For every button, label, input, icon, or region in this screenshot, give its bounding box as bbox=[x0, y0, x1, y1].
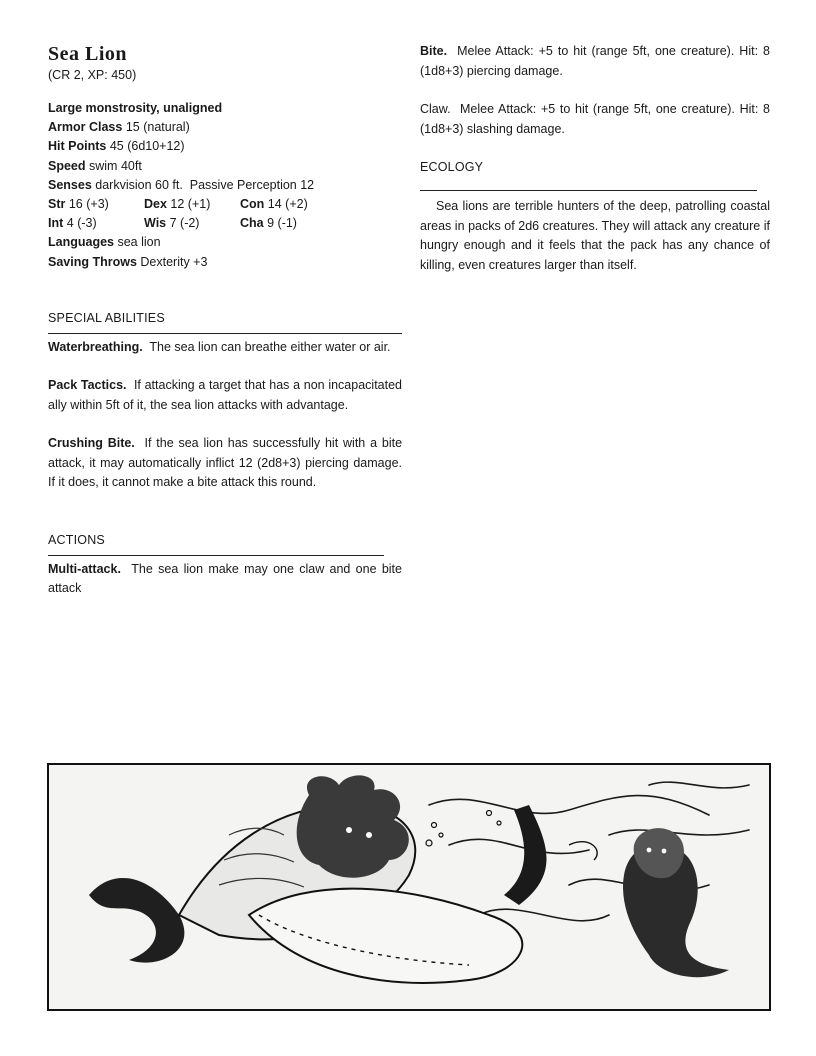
ability-cha: Cha 9 (-1) bbox=[240, 216, 297, 231]
ability-waterbreathing: Waterbreathing. The sea lion can breathe either water or air. bbox=[48, 339, 391, 354]
right-column bbox=[420, 42, 770, 275]
ability-row-2 bbox=[48, 214, 402, 233]
section-divider bbox=[420, 190, 757, 191]
challenge-rating: (CR 2, XP: 450) bbox=[48, 68, 137, 82]
ability-row-1 bbox=[48, 195, 402, 214]
languages: Languages sea lion bbox=[48, 235, 161, 250]
attack-claw: Claw. Melee Attack: +5 to hit (range 5ft, one creature). Hit: 8 (1d8+3) slashing damage. bbox=[420, 102, 770, 136]
actions-section bbox=[48, 531, 402, 599]
action-multiattack: Multi-attack. The sea lion make may one claw and one bite attack bbox=[48, 561, 402, 596]
special-abilities-section bbox=[48, 309, 402, 493]
section-heading: SPECIAL ABILITIES bbox=[48, 310, 165, 325]
attack-bite: Bite. Melee Attack: +5 to hit (range 5ft, one creature). Hit: 8 (1d8+3) piercing damage. bbox=[420, 44, 770, 78]
ecology-text: Sea lions are terrible hunters of the deep, patrolling coastal areas in packs of 2d6 creatures. They will attack any creature if hungry enough and it feels that the pack has any chance of killing, even creatures larger than itself. bbox=[420, 199, 770, 272]
creature-type: Large monstrosity, unaligned bbox=[48, 101, 223, 115]
ability-wis: Wis 7 (-2) bbox=[144, 216, 200, 231]
senses: Senses darkvision 60 ft. Passive Perception 12 bbox=[48, 177, 315, 192]
speed: Speed swim 40ft bbox=[48, 158, 142, 173]
saving-throws: Saving Throws Dexterity +3 bbox=[48, 254, 208, 269]
section-heading: ACTIONS bbox=[48, 532, 105, 547]
armor-class: Armor Class 15 (natural) bbox=[48, 120, 190, 135]
sea-lion-illustration bbox=[47, 763, 771, 1011]
section-divider bbox=[48, 333, 402, 334]
section-divider bbox=[48, 555, 384, 556]
ability-dex: Dex 12 (+1) bbox=[144, 197, 211, 212]
monster-title: Sea Lion bbox=[48, 43, 128, 65]
ability-con: Con 14 (+2) bbox=[240, 197, 308, 212]
hit-points: Hit Points 45 (6d10+12) bbox=[48, 139, 185, 154]
left-column bbox=[48, 42, 402, 599]
ability-str: Str 16 (+3) bbox=[48, 197, 109, 212]
stat-block bbox=[48, 99, 402, 272]
ability-crushing-bite: Crushing Bite. If the sea lion has successfully hit with a bite attack, it may automatically inflict 12 (2d8+3) piercing damage. If it does, it cannot make a bite attack this round. bbox=[48, 436, 403, 490]
ability-pack-tactics: Pack Tactics. If attacking a target that has a non incapacitated ally within 5ft of it, the sea lion attacks with advantage. bbox=[48, 378, 402, 412]
section-heading: ECOLOGY bbox=[420, 160, 484, 174]
illustration-drawing bbox=[49, 765, 769, 1009]
ability-int: Int 4 (-3) bbox=[48, 216, 97, 231]
